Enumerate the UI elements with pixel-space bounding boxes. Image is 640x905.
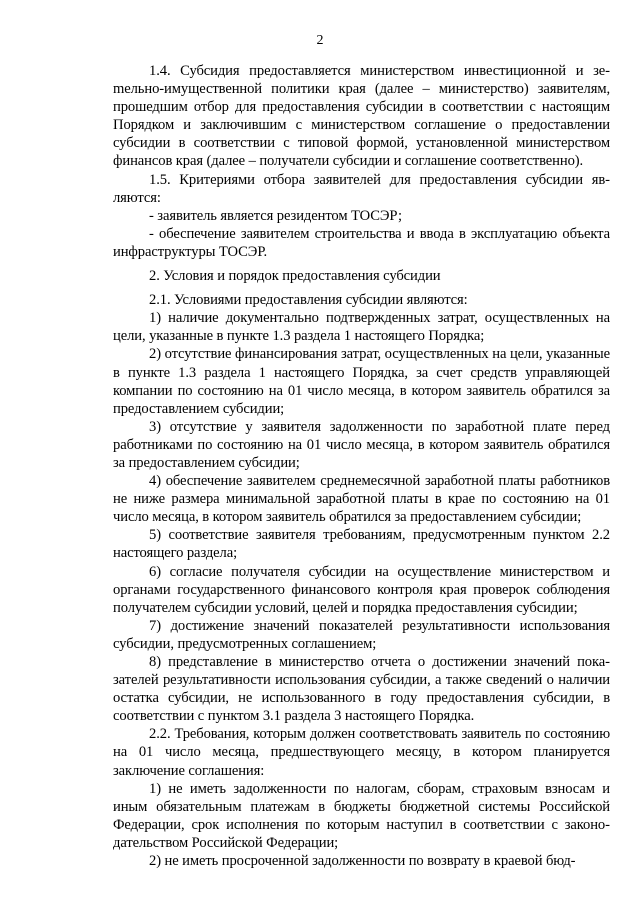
page-number: 2 xyxy=(316,33,324,48)
paragraph-2-2: 2.2. Требования, которым должен соответствовать заявитель по состоянию на 01 число месяца, предшествующего месяцу, в котором планируется заключение соглашения: xyxy=(113,726,610,779)
condition-item-5: 5) соответствие заявителя требованиям, предусмотренным пунктом 2.2 настоящего раздела; xyxy=(113,527,610,562)
condition-item-1: 1) наличие документально подтвержденных затрат, осуществленных на цели, указанные в пункте 1.3 раздела 1 настоящего Порядка; xyxy=(113,310,610,345)
paragraph-2-1: 2.1. Условиями предоставления субсидии являются: xyxy=(149,292,468,309)
paragraph-1-5: 1.5. Критериями отбора заявителей для предоставления субсидии являются: xyxy=(113,171,610,206)
condition-item-2: 2) отсутствие финансирования затрат, осуществленных на цели, указанные в пункте 1.3 раздела 1 настоящего Порядка, за счет средств управляющей компании по состоянию на 01 число месяца, в котором заявитель обратился за предоставлением субсидии; xyxy=(113,346,610,417)
criteria-item-resident: - заявитель является резидентом ТОСЭР; xyxy=(149,207,402,224)
condition-item-4: 4) обеспечение заявителем среднемесячной заработной платы работников не ниже размера минимальной заработной платы в крае по состоянию на 01 число месяца, в котором заявитель обратился за предоставлением субсидии; xyxy=(113,473,610,526)
paragraph-1-4: 1.4. Субсидия предоставляется министерством инвестиционной и зеmельно-имущественной политики края (далее – министерство) заявителям, прошедшим отбор для предоставления субсидии в соответствии с настоящим Порядком и заключившим с министерством соглашение о предоставлении субсидии в соответствии с типовой формой, установленной министерством финансов края (далее – получатели субсидии и соглашение соответственно). xyxy=(113,63,610,170)
requirement-item-1: 1) не иметь задолженности по налогам, сборам, страховым взносам и иным обязательным платежам в бюджеты бюджетной системы Российской Федерации, срок исполнения по которым наступил в соответствии с законодательством Российской Федерации; xyxy=(113,780,610,851)
section-2-heading: 2. Условия и порядок предоставления субсидии xyxy=(149,268,441,285)
condition-item-3: 3) отсутствие у заявителя задолженности по заработной плате перед работниками по состоянию на 01 число месяца, в котором заявитель обратился за предоставлением субсидии; xyxy=(113,418,610,471)
criteria-item-construction: - обеспечение заявителем строительства и ввода в эксплуатацию объекта инфраструктуры ТОСЭР. xyxy=(113,225,610,260)
condition-item-8: 8) представление в министерство отчета о достижении значений показателей результативности использования субсидии, а также сведений о наличии остатка субсидии, не использованного в году предоставления субсидии, в соответствии с пунктом 3.1 раздела 3 настоящего Порядка. xyxy=(113,654,610,725)
condition-item-6: 6) согласие получателя субсидии на осуществление министерством и органами государственного финансового контроля края проверок соблюдения получателем субсидии условий, целей и порядка предоставления субсидии; xyxy=(113,563,610,616)
document-body xyxy=(113,62,610,870)
condition-item-7: 7) достижение значений показателей результативности использования субсидии, предусмотренных соглашением; xyxy=(113,617,610,652)
requirement-item-2: 2) не иметь просроченной задолженности по возврату в краевой бюд- xyxy=(149,853,576,870)
